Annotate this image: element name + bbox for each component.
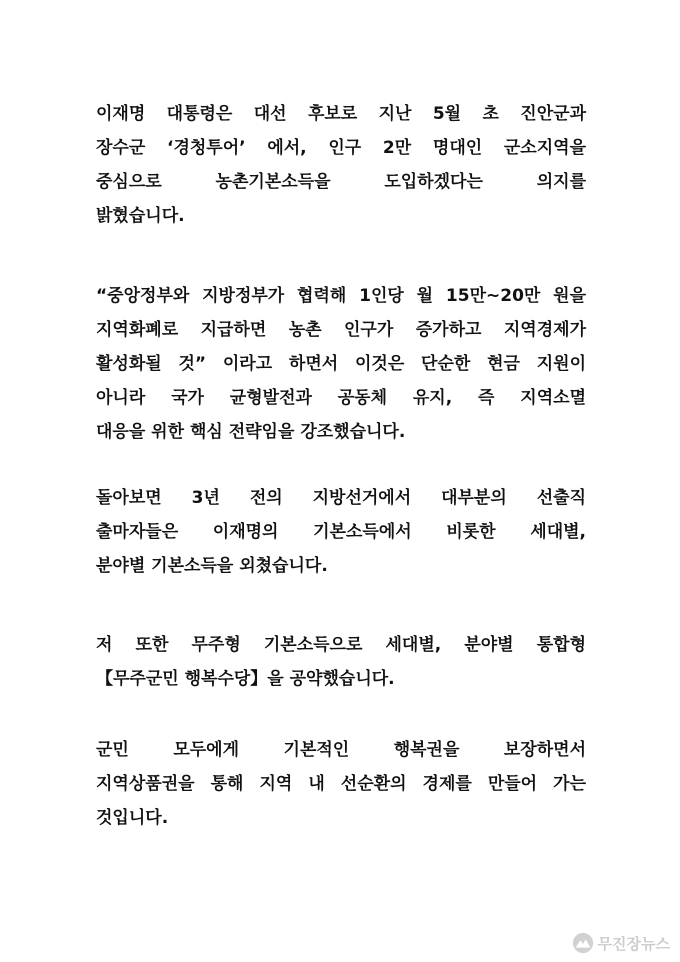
text-line: 분야별 기본소득을 외쳤습니다. [96,556,328,576]
paragraph-4 [96,628,586,696]
watermark-text: 무진장뉴스 [597,934,670,953]
watermark [572,932,670,954]
mountain-logo-icon [572,932,594,954]
text-line: 돌아보면 3년 전의 지방선거에서 대부분의 선출직 [96,488,586,508]
text-line: 지역화폐로 지급하면 농촌 인구가 증가하고 지역경제가 [96,320,586,340]
text-line: 【무주군민 행복수당】을 공약했습니다. [96,669,395,689]
text-line: 군민 모두에게 기본적인 행복권을 보장하면서 [96,740,586,760]
paragraph-1 [96,97,586,233]
text-line: 중심으로 농촌기본소득을 도입하겠다는 의지를 [96,172,586,192]
paragraph-5 [96,733,586,835]
text-line: 대응을 위한 핵심 전략임을 강조했습니다. [96,422,406,442]
text-line: 장수군 ‘경청투어’ 에서, 인구 2만 명대인 군소지역을 [96,138,586,158]
text-line: 것입니다. [96,808,169,828]
paragraph-2 [96,279,586,449]
text-line: “중앙정부와 지방정부가 협력해 1인당 월 15만~20만 원을 [96,286,586,306]
text-line: 지역상품권을 통해 지역 내 선순환의 경제를 만들어 가는 [96,774,586,794]
text-line: 출마자들은 이재명의 기본소득에서 비롯한 세대별, [96,522,586,542]
text-line: 이재명 대통령은 대선 후보로 지난 5월 초 진안군과 [96,104,586,124]
text-line: 활성화될 것” 이라고 하면서 이것은 단순한 현금 지원이 [96,354,586,374]
text-line: 저 또한 무주형 기본소득으로 세대별, 분야별 통합형 [96,635,586,655]
paragraph-3 [96,481,586,583]
text-line: 밝혔습니다. [96,206,185,226]
text-line: 아니라 국가 균형발전과 공동체 유지, 즉 지역소멸 [96,388,586,408]
